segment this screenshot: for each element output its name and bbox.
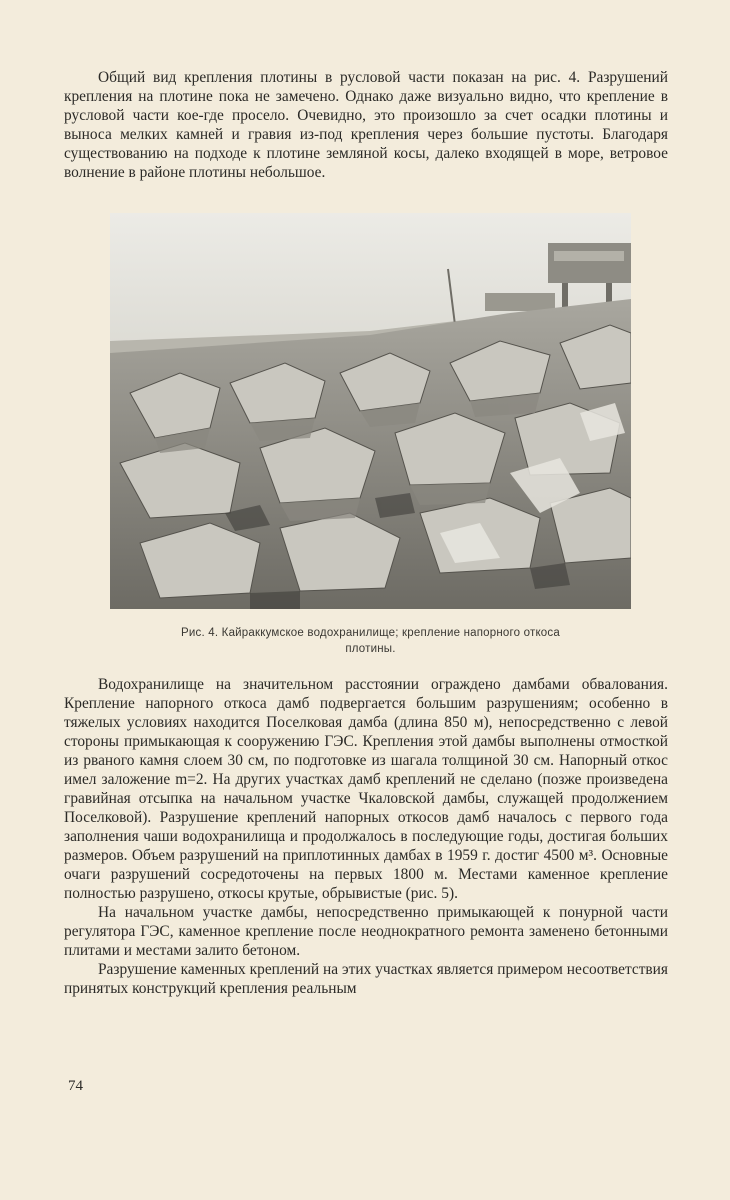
dam-rock-revetment-photo [110,213,631,609]
main-text-block [64,675,668,998]
caption-line-2: плотины. [345,643,396,655]
caption-line-1: Рис. 4. Кайраккумское водохранилище; крепление напорного откоса [181,627,560,639]
paragraph-reservoir-dams: Водохранилище на значительном расстоянии ограждено дамбами обвалования. Крепление напорного откоса дамб подвергается большим разрушениям; особенно в тяжелых условиях находится Поселковая дамба (длина 850 м), непосредственно с левой стороны примыкающая к сооружению ГЭС. Крепления этой дамбы выполнены отмосткой из рваного камня слоем 30 см, по подготовке из шагала толщиной 30 см. Напорный откос имел заложение m=2. На других участках дамб креплений не сделано (позже произведена гравийная отсыпка на начальном участке Чкаловской дамбы, служащей продолжением Поселковой). Разрушение креплений напорных откосов дамб началось с первого года заполнения чаши водохранилища и продолжалось в последующие годы, достигая больших размеров. Объем разрушений на приплотинных дамбах в 1959 г. достиг 4500 м³. Основные очаги разрушений сосредоточены на первых 1800 м. Местами каменное крепление полностью разрушено, откосы крутые, обрывистые (рис. 5). [64,676,668,902]
top-paragraph: Общий вид крепления плотины в русловой части показан на рис. 4. Разрушений крепления на плотине пока не замечено. Однако даже визуально видно, что крепление в русловой части кое-где просело. Очевидно, это произошло за счет осадки плотины и выноса мелких камней и гравия из-под крепления через большие пустоты. Благодаря существованию на подходе к плотине земляной косы, далеко входящей в море, ветровое волнение в районе плотины небольшое. [64,69,668,181]
figure-4-caption [110,625,631,657]
figure-4-photo [110,213,631,609]
top-paragraph-block [64,68,668,182]
paragraph-destruction: Разрушение каменных креплений на этих участках является примером несоответствия принятых конструкций крепления реальным [64,961,668,997]
page-number: 74 [68,1078,83,1094]
paragraph-concrete-slabs: На начальном участке дамбы, непосредственно примыкающей к понурной части регулятора ГЭС, каменное крепление после неоднократного ремонта заменено бетонными плитами и местами залито бетоном. [64,904,668,959]
